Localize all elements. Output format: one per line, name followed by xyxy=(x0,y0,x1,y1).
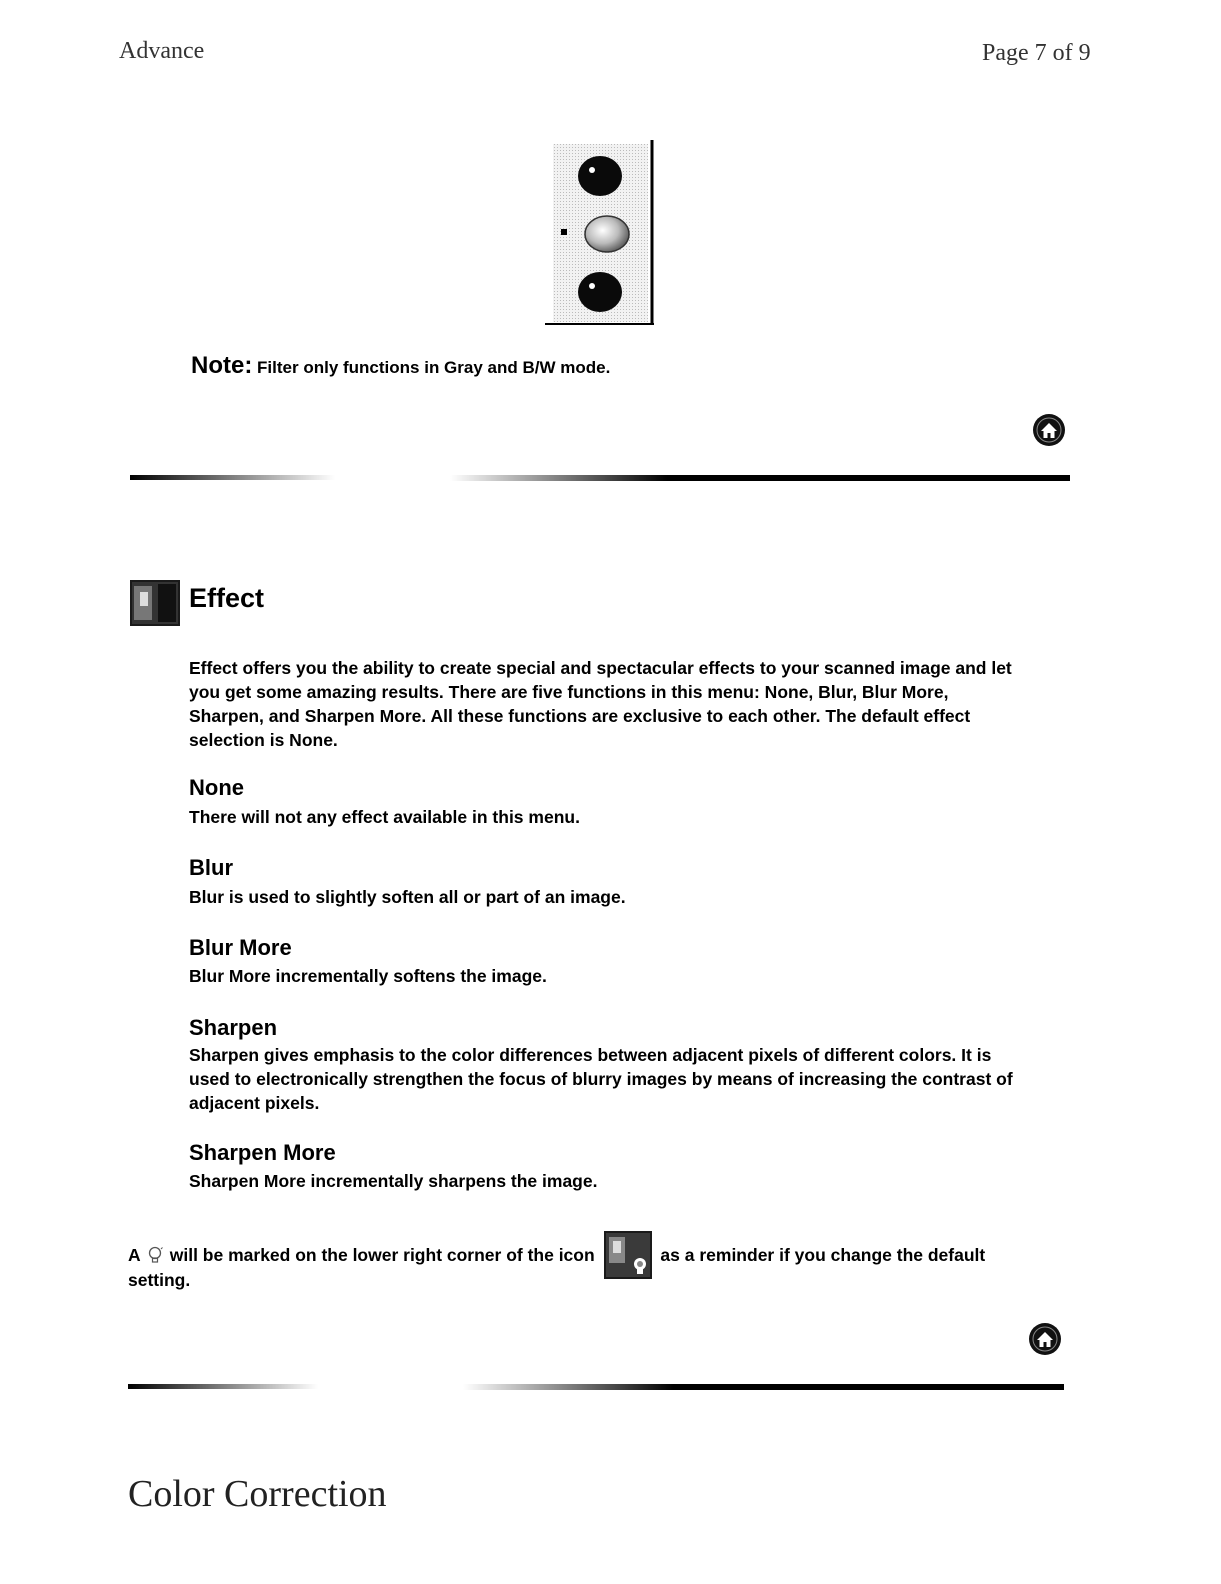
section-divider xyxy=(130,474,1070,482)
effect-item-body-blur-more: Blur More incrementally softens the image. xyxy=(189,966,547,986)
filter-button-bottom xyxy=(578,272,622,312)
effect-item-title-sharpen: Sharpen xyxy=(189,1015,278,1040)
effect-icon xyxy=(130,580,180,626)
effect-icon-with-bulb xyxy=(604,1231,652,1279)
effect-intro-paragraph: Effect offers you the ability to create special and spectacular effects to your scanned image and let you get some amazing results. There are five functions in this menu: None, Blur, Blur More, Sharpen, and Sharpen More. All these functions are exclusive to each other. The default effect selection is None. xyxy=(189,658,1012,750)
effect-item-title-none: None xyxy=(189,775,244,800)
home-icon[interactable] xyxy=(1028,1322,1062,1356)
filter-note xyxy=(191,352,610,380)
reminder-line2: setting. xyxy=(128,1270,191,1290)
effect-section-title: Effect xyxy=(189,583,265,613)
effect-item-title-sharpen-more: Sharpen More xyxy=(189,1140,336,1165)
effect-item-body-sharpen-more: Sharpen More incrementally sharpens the image. xyxy=(189,1171,598,1191)
filter-button-top xyxy=(578,156,622,196)
lightbulb-icon xyxy=(147,1246,163,1264)
effect-item-title-blur: Blur xyxy=(189,855,233,880)
reminder-prefix: A xyxy=(128,1245,140,1265)
note-text: Filter only functions in Gray and B/W mode. xyxy=(252,358,611,377)
effect-item-body-blur: Blur is used to slightly soften all or part of an image. xyxy=(189,887,626,907)
effect-item-body-none: There will not any effect available in this menu. xyxy=(189,807,580,827)
header-page-number: Page 7 of 9 xyxy=(982,40,1091,66)
effect-item-body-sharpen: Sharpen gives emphasis to the color differences between adjacent pixels of different colors. It is used to electronically strengthen the focus of blurry images by means of increasing the contrast of adjacent pixels. xyxy=(189,1045,1013,1113)
note-label: Note: xyxy=(191,352,253,379)
reminder-middle: will be marked on the lower right corner of the icon xyxy=(169,1245,595,1265)
section-divider xyxy=(128,1383,1064,1391)
filter-buttons-image xyxy=(545,138,654,326)
header-left-title: Advance xyxy=(119,38,205,64)
home-icon[interactable] xyxy=(1032,413,1066,447)
reminder-suffix: as a reminder if you change the default xyxy=(660,1245,986,1265)
effect-item-title-blur-more: Blur More xyxy=(189,935,292,960)
color-correction-heading: Color Correction xyxy=(128,1473,387,1515)
